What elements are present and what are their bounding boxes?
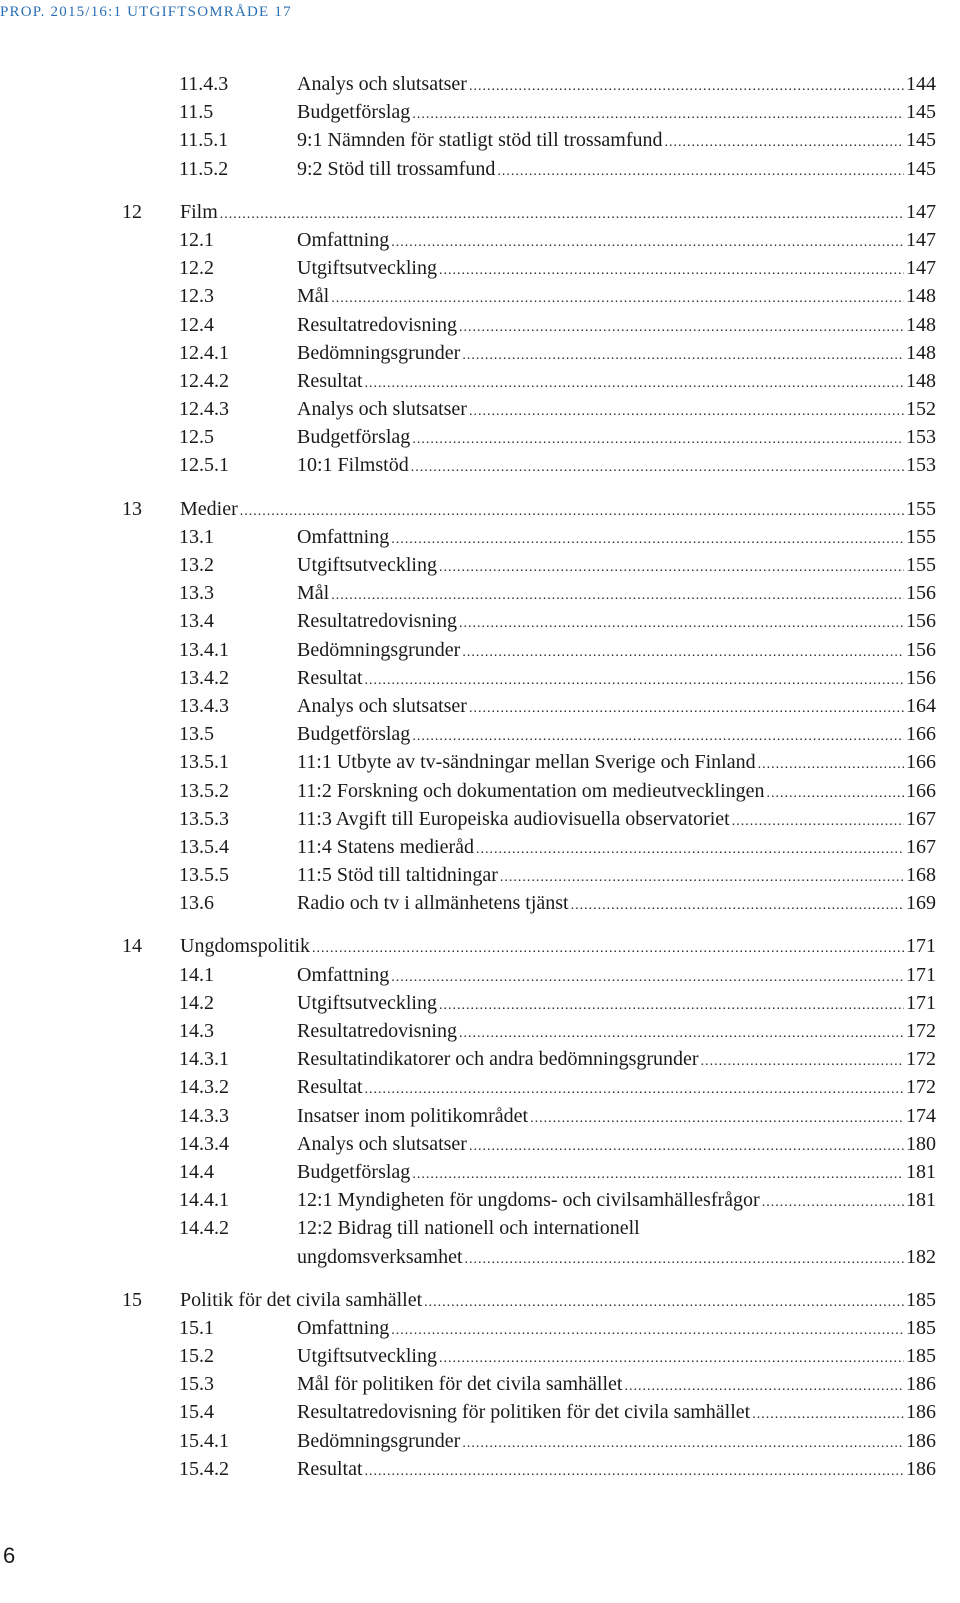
toc-entry-title: Utgiftsutveckling xyxy=(297,554,437,576)
toc-entry-text xyxy=(297,451,936,482)
toc-entry[interactable] xyxy=(0,607,960,635)
toc-dot-leader xyxy=(732,808,904,836)
toc-dot-leader xyxy=(500,864,904,892)
toc-entry-number: 12.4.1 xyxy=(179,341,229,364)
toc-entry-text xyxy=(297,423,936,454)
toc-dot-leader xyxy=(624,1373,904,1401)
toc-entry[interactable] xyxy=(0,1017,960,1045)
toc-entry-number: 15.3 xyxy=(179,1373,214,1396)
toc-entry-title: 11:4 Statens medieråd xyxy=(297,835,474,858)
toc-entry-text xyxy=(297,1427,936,1458)
toc-entry-text xyxy=(297,254,936,285)
toc-entry-text xyxy=(297,748,936,779)
toc-entry-text xyxy=(297,692,936,723)
toc-entry-text xyxy=(297,1370,936,1401)
toc-entry-title: 12:1 Myndigheten för ungdoms- och civilsamhällesfrågor xyxy=(297,1189,760,1212)
toc-dot-leader xyxy=(701,1048,904,1076)
toc-entry-number: 13.4.3 xyxy=(179,694,229,717)
toc-entry-title: Analys och slutsatser xyxy=(297,1132,467,1155)
toc-entry-title: 11:2 Forskning och dokumentation om medieutvecklingen xyxy=(297,779,765,802)
toc-entry-text xyxy=(297,98,936,129)
toc-entry-number: 13.5.3 xyxy=(179,807,229,830)
toc-entry-page: 164 xyxy=(906,694,936,717)
toc-dot-leader xyxy=(469,398,904,426)
toc-entry[interactable] xyxy=(0,748,960,776)
toc-entry-number: 14.2 xyxy=(179,991,214,1014)
toc-entry-number: 11.4.3 xyxy=(179,73,229,95)
toc-entry-text xyxy=(297,1314,936,1345)
toc-entry-text xyxy=(297,1214,936,1242)
toc-dot-leader xyxy=(220,201,904,229)
toc-entry-text xyxy=(297,155,936,186)
toc-entry-number: 12.5.1 xyxy=(179,454,229,477)
toc-entry-title: Omfattning xyxy=(297,1316,390,1339)
toc-dot-leader xyxy=(462,342,904,370)
toc-entry-page: 152 xyxy=(906,398,936,421)
toc-dot-leader xyxy=(469,73,904,101)
toc-chapter-entry[interactable] xyxy=(0,932,960,960)
toc-entry-title: Omfattning xyxy=(297,525,390,548)
toc-dot-leader xyxy=(762,1189,904,1217)
toc-entry-page: 186 xyxy=(906,1373,936,1396)
toc-entry-title: Radio och tv i allmänhetens tjänst xyxy=(297,892,569,915)
toc-entry[interactable] xyxy=(0,664,960,692)
toc-entry-title: 11:5 Stöd till taltidningar xyxy=(297,864,498,887)
toc-entry-title: Resultatredovisning xyxy=(297,610,457,633)
toc-entry[interactable] xyxy=(0,98,960,126)
toc-entry-page: 166 xyxy=(906,779,936,802)
toc-entry-number: 15.1 xyxy=(179,1316,214,1339)
toc-entry-text xyxy=(297,1398,936,1429)
toc-entry-title: Budgetförslag xyxy=(297,101,411,124)
toc-entry-page: 167 xyxy=(906,835,936,858)
toc-entry-text xyxy=(297,579,936,610)
toc-entry-page: 186 xyxy=(906,1429,936,1452)
toc-chapter-entry[interactable] xyxy=(0,495,960,523)
toc-dot-leader xyxy=(391,964,904,992)
toc-entry-text xyxy=(297,805,936,836)
toc-entry-page: 186 xyxy=(906,1457,936,1480)
toc-entry-text xyxy=(297,833,936,864)
toc-dot-leader xyxy=(571,892,904,920)
toc-entry-number: 11.5.2 xyxy=(179,157,229,180)
toc-dot-leader xyxy=(411,454,904,482)
toc-entry-title: Ungdomspolitik xyxy=(180,935,311,958)
toc-entry-title: Analys och slutsatser xyxy=(297,73,467,95)
toc-entry-text xyxy=(297,1045,936,1076)
toc-entry-text xyxy=(297,664,936,695)
toc-dot-leader xyxy=(459,610,904,638)
toc-entry-text xyxy=(297,395,936,426)
toc-entry-page: 144 xyxy=(906,73,936,95)
toc-entry-page: 155 xyxy=(906,497,936,520)
toc-entry-title: Omfattning xyxy=(297,228,390,251)
toc-entry[interactable] xyxy=(0,226,960,254)
toc-entry-title: 12:2 Bidrag till nationell och internationell xyxy=(297,1217,640,1240)
toc-entry-text xyxy=(180,1286,936,1317)
toc-dot-leader xyxy=(365,667,904,695)
toc-dot-leader xyxy=(412,1161,904,1189)
toc-entry[interactable] xyxy=(0,523,960,551)
toc-entry-page: 172 xyxy=(906,1020,936,1042)
toc-entry[interactable] xyxy=(0,339,960,367)
toc-entry-page: 145 xyxy=(906,129,936,152)
toc-entry-number: 14.3.4 xyxy=(179,1132,229,1155)
toc-entry-text xyxy=(180,495,936,526)
toc-entry-text xyxy=(297,311,936,342)
toc-entry[interactable] xyxy=(0,311,960,339)
toc-entry-title: Mål för politiken för det civila samhället xyxy=(297,1373,623,1396)
toc-entry-number: 13.5.1 xyxy=(179,751,229,774)
toc-entry-number: 11.5.1 xyxy=(179,129,229,152)
toc-entry-page: 153 xyxy=(906,426,936,449)
toc-entry-title: Analys och slutsatser xyxy=(297,694,467,717)
toc-entry[interactable] xyxy=(0,1073,960,1101)
toc-entry-number: 13.5 xyxy=(179,723,214,746)
toc-entry-title: Bedömningsgrunder xyxy=(297,638,461,661)
toc-dot-leader xyxy=(476,836,904,864)
toc-entry-page: 148 xyxy=(906,285,936,308)
toc-entry-title: 9:2 Stöd till trossamfund xyxy=(297,157,496,180)
toc-entry[interactable] xyxy=(0,989,960,1017)
toc-entry-number: 15 xyxy=(122,1288,142,1311)
toc-entry-title: Insatser inom politikområdet xyxy=(297,1104,529,1127)
toc-dot-leader xyxy=(459,1020,904,1048)
toc-entry-title: Omfattning xyxy=(297,963,390,986)
toc-entry-text xyxy=(297,523,936,554)
toc-dot-leader xyxy=(530,1105,904,1133)
toc-dot-leader xyxy=(412,426,904,454)
toc-entry-title: Mål xyxy=(297,285,330,308)
toc-entry-page: 171 xyxy=(906,991,936,1014)
toc-dot-leader xyxy=(439,992,904,1020)
toc-entry-text xyxy=(297,961,936,992)
toc-entry-title: Resultat xyxy=(297,666,363,689)
toc-entry[interactable] xyxy=(0,833,960,861)
toc-dot-leader xyxy=(439,1345,904,1373)
toc-entry-page: 156 xyxy=(906,666,936,689)
toc-entry-page: 145 xyxy=(906,157,936,180)
toc-entry[interactable] xyxy=(0,692,960,720)
toc-entry[interactable] xyxy=(0,805,960,833)
toc-entry-text xyxy=(297,1017,936,1048)
toc-entry-title: Utgiftsutveckling xyxy=(297,257,437,280)
toc-entry-title: Resultat xyxy=(297,1076,363,1099)
toc-entry-number: 14.4.2 xyxy=(179,1217,229,1240)
toc-entry[interactable] xyxy=(0,861,960,889)
toc-entry-page: 145 xyxy=(906,101,936,124)
toc-entry[interactable] xyxy=(0,551,960,579)
toc-entry-page: 147 xyxy=(906,200,936,223)
toc-entry-number: 14.1 xyxy=(179,963,214,986)
toc-entry-number: 12.1 xyxy=(179,228,214,251)
toc-entry-number: 12.2 xyxy=(179,257,214,280)
toc-entry-title: Resultat xyxy=(297,1457,363,1480)
toc-dot-leader xyxy=(391,1317,904,1345)
toc-entry-title: Film xyxy=(180,200,218,223)
toc-entry-text xyxy=(297,70,936,101)
toc-entry-page: 174 xyxy=(906,1104,936,1127)
toc-dot-leader xyxy=(331,582,904,610)
toc-entry-title: Bedömningsgrunder xyxy=(297,1429,461,1452)
toc-entry-page: 153 xyxy=(906,454,936,477)
toc-entry[interactable] xyxy=(0,282,960,310)
toc-entry-page: 186 xyxy=(906,1401,936,1424)
toc-entry-text xyxy=(297,636,936,667)
toc-dot-leader xyxy=(459,314,904,342)
toc-chapter-entry[interactable] xyxy=(0,1286,960,1314)
toc-entry[interactable] xyxy=(0,1243,960,1271)
toc-entry[interactable] xyxy=(0,1455,960,1483)
toc-entry-page: 155 xyxy=(906,554,936,576)
toc-entry[interactable] xyxy=(0,1342,960,1370)
toc-entry-number: 13.5.4 xyxy=(179,835,229,858)
toc-entry-page: 156 xyxy=(906,638,936,661)
toc-entry-text xyxy=(297,1186,936,1217)
toc-entry[interactable] xyxy=(0,1398,960,1426)
toc-entry[interactable] xyxy=(0,70,960,98)
toc-entry-text xyxy=(297,989,936,1020)
toc-entry-number: 13 xyxy=(122,497,142,520)
toc-dot-leader xyxy=(312,935,904,963)
toc-entry-title: Budgetförslag xyxy=(297,426,411,449)
toc-entry-text xyxy=(297,1073,936,1104)
toc-entry-number: 13.1 xyxy=(179,525,214,548)
toc-dot-leader xyxy=(469,1133,904,1161)
toc-entry[interactable] xyxy=(0,1314,960,1342)
toc-entry-text xyxy=(297,1243,936,1274)
toc-entry-number: 12.4.2 xyxy=(179,369,229,392)
toc-entry[interactable] xyxy=(0,423,960,451)
toc-entry-number: 14.3.2 xyxy=(179,1076,229,1099)
toc-entry-title: Budgetförslag xyxy=(297,723,411,746)
toc-entry-page: 171 xyxy=(906,963,936,986)
toc-entry[interactable] xyxy=(0,1370,960,1398)
table-of-contents xyxy=(0,70,960,1483)
running-header: PROP. 2015/16:1 UTGIFTSOMRÅDE 17 xyxy=(0,4,292,20)
toc-entry-number: 14.3 xyxy=(179,1020,214,1042)
toc-entry[interactable] xyxy=(0,889,960,917)
toc-entry-page: 185 xyxy=(906,1288,936,1311)
toc-entry-title: Utgiftsutveckling xyxy=(297,1345,437,1368)
toc-entry[interactable] xyxy=(0,1214,960,1242)
toc-entry[interactable] xyxy=(0,451,960,479)
toc-entry-page: 172 xyxy=(906,1048,936,1071)
toc-entry[interactable] xyxy=(0,126,960,154)
toc-entry-title: Utgiftsutveckling xyxy=(297,991,437,1014)
toc-dot-leader xyxy=(462,639,904,667)
toc-entry-page: 185 xyxy=(906,1316,936,1339)
toc-entry-text xyxy=(297,720,936,751)
toc-entry-text xyxy=(297,1455,936,1486)
toc-dot-leader xyxy=(465,1246,904,1274)
toc-dot-leader xyxy=(469,695,904,723)
toc-dot-leader xyxy=(439,257,904,285)
page-number: 6 xyxy=(3,1543,16,1568)
toc-entry-text xyxy=(297,1102,936,1133)
toc-entry[interactable] xyxy=(0,155,960,183)
toc-dot-leader xyxy=(391,229,904,257)
toc-dot-leader xyxy=(462,1430,904,1458)
toc-entry-page: 166 xyxy=(906,723,936,746)
toc-entry[interactable] xyxy=(0,367,960,395)
toc-entry-number: 13.3 xyxy=(179,582,214,605)
toc-dot-leader xyxy=(240,498,904,526)
toc-entry-page: 172 xyxy=(906,1076,936,1099)
toc-entry-title: Mål xyxy=(297,582,330,605)
toc-entry[interactable] xyxy=(0,777,960,805)
toc-entry-text xyxy=(297,226,936,257)
toc-entry[interactable] xyxy=(0,1427,960,1455)
toc-entry-title: Resultatredovisning xyxy=(297,1020,457,1042)
toc-entry-title: Resultat xyxy=(297,369,363,392)
toc-entry-page: 181 xyxy=(906,1189,936,1212)
toc-entry-page: 166 xyxy=(906,751,936,774)
toc-entry-title: Budgetförslag xyxy=(297,1160,411,1183)
toc-entry-title: 9:1 Nämnden för statligt stöd till trossamfund xyxy=(297,129,663,152)
toc-entry-number: 14 xyxy=(122,935,142,958)
toc-entry-title: Resultatindikatorer och andra bedömningsgrunder xyxy=(297,1048,699,1071)
toc-entry-page: 167 xyxy=(906,807,936,830)
toc-entry[interactable] xyxy=(0,395,960,423)
toc-entry-text xyxy=(297,889,936,920)
toc-dot-leader xyxy=(758,751,904,779)
toc-entry-title: Politik för det civila samhället xyxy=(180,1288,423,1311)
toc-dot-leader xyxy=(412,723,904,751)
toc-entry-number: 12.3 xyxy=(179,285,214,308)
toc-entry[interactable] xyxy=(0,720,960,748)
toc-entry-number: 14.3.1 xyxy=(179,1048,229,1071)
toc-entry[interactable] xyxy=(0,1158,960,1186)
toc-entry-page: 147 xyxy=(906,257,936,280)
toc-dot-leader xyxy=(752,1401,904,1429)
toc-dot-leader xyxy=(497,158,904,186)
toc-entry[interactable] xyxy=(0,254,960,282)
toc-entry[interactable] xyxy=(0,636,960,664)
toc-entry-number: 12.4 xyxy=(179,313,214,336)
toc-chapter-entry[interactable] xyxy=(0,198,960,226)
toc-dot-leader xyxy=(365,1458,904,1486)
toc-dot-leader xyxy=(412,101,904,129)
toc-entry-text xyxy=(297,339,936,370)
toc-dot-leader xyxy=(439,554,904,582)
toc-entry-text xyxy=(297,1342,936,1373)
toc-dot-leader xyxy=(331,285,904,313)
toc-dot-leader xyxy=(365,1076,904,1104)
toc-entry-text xyxy=(180,198,936,229)
toc-entry-number: 14.4.1 xyxy=(179,1189,229,1212)
toc-entry-page: 168 xyxy=(906,864,936,887)
toc-entry-number: 13.5.5 xyxy=(179,864,229,887)
toc-entry-number: 15.2 xyxy=(179,1345,214,1368)
toc-entry-page: 182 xyxy=(906,1245,936,1268)
toc-entry-text xyxy=(297,1130,936,1161)
toc-entry-page: 155 xyxy=(906,525,936,548)
toc-entry-text xyxy=(297,1158,936,1189)
toc-entry-page: 171 xyxy=(906,935,936,958)
toc-entry-number: 12 xyxy=(122,200,142,223)
toc-entry-text xyxy=(297,861,936,892)
toc-entry-page: 148 xyxy=(906,313,936,336)
toc-entry-text xyxy=(297,607,936,638)
toc-entry-number: 12.4.3 xyxy=(179,398,229,421)
toc-entry-text xyxy=(297,367,936,398)
toc-dot-leader xyxy=(767,780,904,808)
toc-entry-title: Bedömningsgrunder xyxy=(297,341,461,364)
toc-entry-number: 13.4.2 xyxy=(179,666,229,689)
toc-entry[interactable] xyxy=(0,961,960,989)
toc-entry[interactable] xyxy=(0,1102,960,1130)
toc-entry-page: 181 xyxy=(906,1160,936,1183)
toc-dot-leader xyxy=(391,526,904,554)
toc-entry-text xyxy=(297,551,936,582)
toc-entry-page: 147 xyxy=(906,228,936,251)
toc-entry-number: 13.2 xyxy=(179,554,214,576)
toc-entry-title: Medier xyxy=(180,497,238,520)
toc-entry-number: 15.4 xyxy=(179,1401,214,1424)
toc-dot-leader xyxy=(665,129,904,157)
toc-entry-number: 12.5 xyxy=(179,426,214,449)
toc-entry-title: Analys och slutsatser xyxy=(297,398,467,421)
toc-entry-page: 156 xyxy=(906,582,936,605)
toc-entry-number: 13.6 xyxy=(179,892,214,915)
toc-entry-text xyxy=(180,932,936,963)
toc-entry-title: 10:1 Filmstöd xyxy=(297,454,409,477)
toc-entry-number: 11.5 xyxy=(179,101,214,124)
toc-entry[interactable] xyxy=(0,1045,960,1073)
toc-entry-number: 13.4 xyxy=(179,610,214,633)
toc-entry-text xyxy=(297,126,936,157)
toc-entry[interactable] xyxy=(0,1130,960,1158)
toc-entry-page: 180 xyxy=(906,1132,936,1155)
toc-entry-number: 14.4 xyxy=(179,1160,214,1183)
toc-entry-number: 15.4.2 xyxy=(179,1457,229,1480)
toc-entry-title: ungdomsverksamhet xyxy=(297,1245,463,1268)
toc-entry-number: 15.4.1 xyxy=(179,1429,229,1452)
toc-entry-title: Resultatredovisning för politiken för det civila samhället xyxy=(297,1401,751,1424)
toc-entry-text xyxy=(297,777,936,808)
toc-entry-number: 13.4.1 xyxy=(179,638,229,661)
toc-entry-title: 11:1 Utbyte av tv-sändningar mellan Sverige och Finland xyxy=(297,751,756,774)
toc-entry-page: 185 xyxy=(906,1345,936,1368)
toc-dot-leader xyxy=(424,1289,904,1317)
toc-entry-text xyxy=(297,282,936,313)
toc-entry[interactable] xyxy=(0,579,960,607)
toc-entry[interactable] xyxy=(0,1186,960,1214)
toc-entry-number: 14.3.3 xyxy=(179,1104,229,1127)
toc-entry-title: 11:3 Avgift till Europeiska audiovisuella observatoriet xyxy=(297,807,730,830)
toc-entry-title: Resultatredovisning xyxy=(297,313,457,336)
toc-entry-page: 156 xyxy=(906,610,936,633)
toc-entry-number: 13.5.2 xyxy=(179,779,229,802)
toc-entry-page: 148 xyxy=(906,341,936,364)
toc-entry-page: 169 xyxy=(906,892,936,915)
toc-entry-page: 148 xyxy=(906,369,936,392)
toc-dot-leader xyxy=(365,370,904,398)
